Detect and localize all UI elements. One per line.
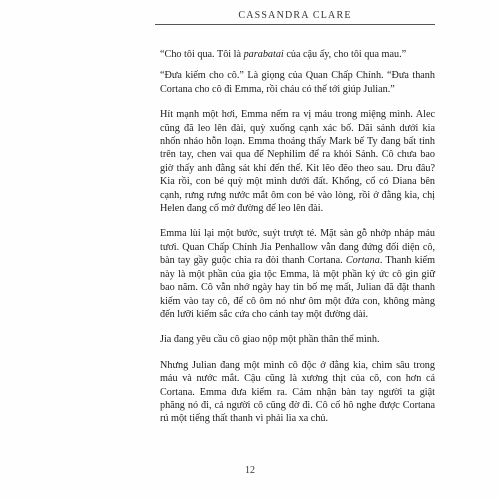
author-name: CASSANDRA CLARE — [238, 10, 352, 21]
paragraph-2: “Đưa kiếm cho cô.” Là giọng của Quan Chấp Chính. “Đưa thanh Cortana cho cô đi Emma, rồi cháu có thể tới giúp Julian.” — [160, 70, 435, 95]
paragraph-3: Hít mạnh một hơi, Emma nếm ra vị máu trong miệng mình. Alec cũng đã leo lên đài, quỳ xuống cạnh xác bố. Dãi sảnh dưới kia nhốn nháo hỗn loạn. Emma thoáng thấy Mark bế Ty đang bất tỉnh trên tay, chen vai qua để Nephilim để ra khỏi Sảnh. Cô chưa bao giờ thấy anh đằng sát khí đến thế. Kit lẽo đẽo theo sau. Dru đâu? Kia rồi, con bé quỳ một mình dưới đất. Khổng, cổ có Diana bên cạnh, rưng rưng nước mắt ôm con bé vào lòng, rồi ở đằng kia, chị Helen đang cố mở đường để leo lên đài. — [160, 109, 435, 215]
paragraph-1: “Cho tôi qua. Tôi là parabatai của cậu ấy, cho tôi qua mau.” — [160, 49, 407, 60]
running-header — [155, 10, 435, 25]
paragraph-4: Emma lùi lại một bước, suýt trượt té. Mặt sàn gỗ nhớp nháp máu tươi. Quan Chấp Chính Jia Penhallow vẫn đang đứng đối diện cô, bàn tay gầy guộc chìa ra đòi thanh Cortana. Cortana. Thanh kiếm này là một phần của gia tộc Emma, là một phần ký ức cô gìn giữ bao năm. Cô vẫn nhớ ngày hay tin bố mẹ mất, Julian đã đặt thanh kiếm vào tay cô, để cô ôm nó như ôm một đứa con, không màng đến lưỡi kiếm sắc cứa cho cánh tay một đường dài. — [160, 228, 435, 320]
paragraph-6: Nhưng Julian đang một mình cô độc ở đằng kia, chìm sâu trong máu và nước mắt. Cậu cũng là xương thịt của cô, con hơn cả Cortana. Emma đưa kiếm ra. Cảm nhận bàn tay người ta giật phăng nó đi, cả người cô cũng đờ đi. Cô cố hô nghe được Cortana rú một tiếng thất thanh vì phải lìa xa chủ. — [160, 359, 435, 425]
page-body — [160, 48, 435, 434]
page-number: 12 — [245, 465, 255, 476]
header-rule — [155, 24, 435, 25]
paragraph-5: Jia đang yêu cầu cô giao nộp một phần thân thể mình. — [160, 334, 380, 346]
